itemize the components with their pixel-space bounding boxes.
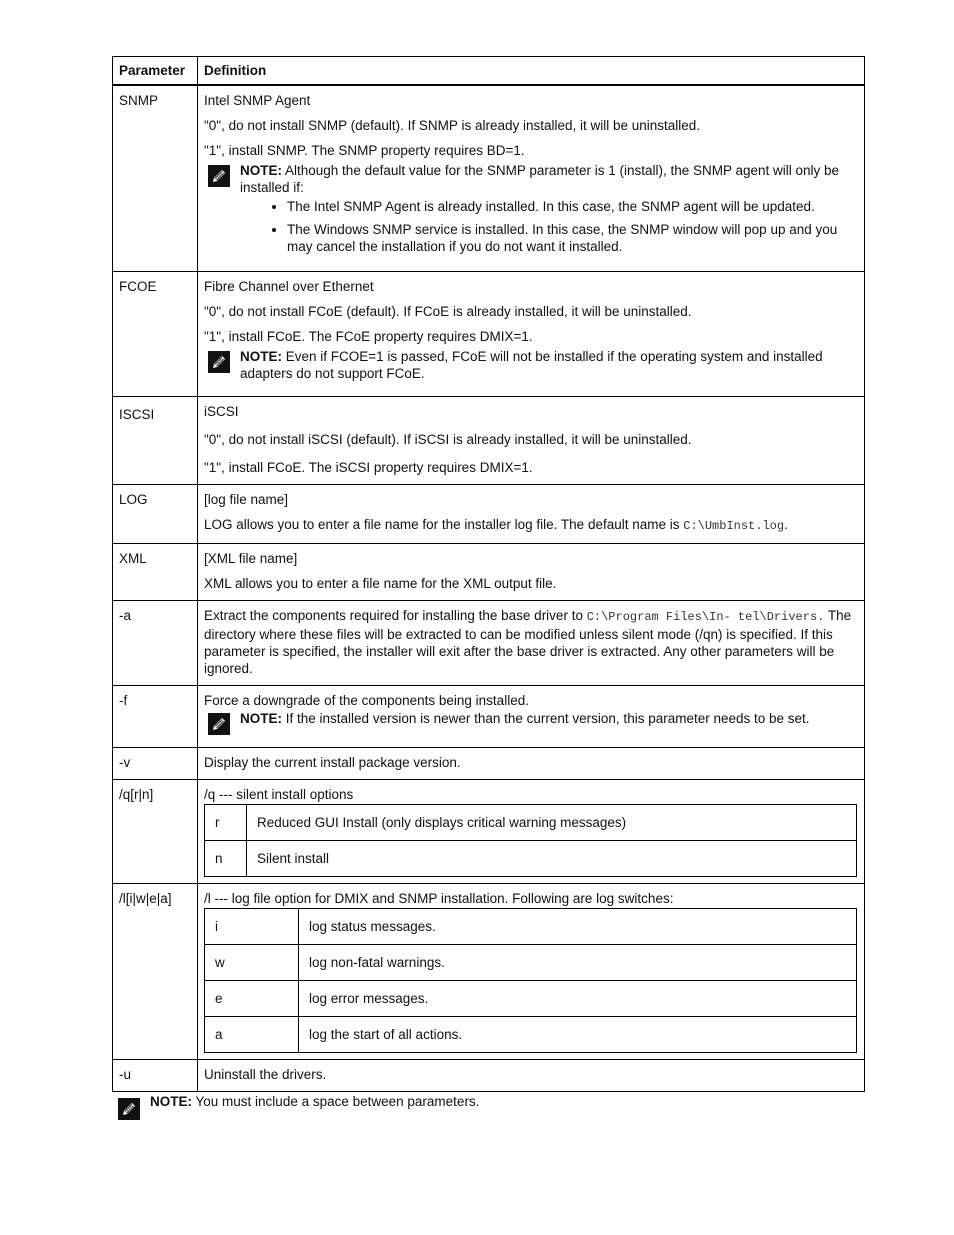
param-cell: SNMP [113,85,198,272]
table-row-q [113,780,865,884]
table-row-a [113,601,865,686]
table-row [205,909,857,945]
note-label: NOTE: [150,1094,192,1109]
table-row [205,981,857,1017]
table-row [205,805,857,841]
option-desc: Silent install [247,841,857,877]
note-body [240,162,858,261]
note-body [150,1094,864,1109]
list-item: • The Windows SNMP service is installed. In this case, the SNMP window will pop up and you may cancel the installation if you do not want it installed. [287,221,858,255]
definition-cell [198,884,865,1060]
definition-line: "0", do not install FCoE (default). If FCoE is already installed, it will be uninstalled. [204,304,692,319]
pencil-note-icon [208,713,230,735]
list-item: • The Intel SNMP Agent is already installed. In this case, the SNMP agent will be updated. [287,198,858,215]
note-text: Even if FCOE=1 is passed, FCoE will not be installed if the operating system and installed adapters do not support FCoE. [240,349,823,381]
definition-line: Uninstall the drivers. [204,1067,327,1082]
option-desc: log non-fatal warnings. [299,945,857,981]
definition-text: Extract the components required for installing the base driver to [204,608,587,623]
definition-text: . [784,517,788,532]
pencil-note-icon [208,351,230,373]
definition-line: Force a downgrade of the components being installed. [204,693,529,708]
option-key: a [205,1017,299,1053]
param-cell: /q[r|n] [113,780,198,884]
options-table [204,804,857,877]
definition-line: "0", do not install iSCSI (default). If iSCSI is already installed, it will be uninstalled. [204,432,692,447]
param-cell: LOG [113,485,198,544]
note-body [240,348,858,382]
option-desc: log the start of all actions. [299,1017,857,1053]
document-page [112,56,864,1120]
param-cell: -v [113,748,198,780]
definition-cell [198,748,865,780]
definition-line: "1", install SNMP. The SNMP property requires BD=1. [204,143,525,158]
definition-title: [log file name] [204,492,289,507]
definition-line: "0", do not install SNMP (default). If SNMP is already installed, it will be uninstalled. [204,118,701,133]
option-key: r [205,805,247,841]
definition-line: "1", install FCoE. The iSCSI property requires DMIX=1. [204,460,533,475]
definition-cell [198,397,865,485]
note-body [240,710,858,727]
table-row-u [113,1060,865,1092]
note-text: Although the default value for the SNMP parameter is 1 (install), the SNMP agent will only be installed if: [240,163,840,195]
definition-cell [198,780,865,884]
table-row-v [113,748,865,780]
table-row-iscsi [113,397,865,485]
definition-cell [198,85,865,272]
note-block [204,348,858,382]
table-row-fcoe [113,272,865,397]
param-cell: ISCSI [113,397,198,485]
table-row [205,1017,857,1053]
definition-line [204,516,858,535]
table-row [205,841,857,877]
param-cell: /l[i|w|e|a] [113,884,198,1060]
table-row [205,945,857,981]
table-row-l [113,884,865,1060]
note-label: NOTE: [240,163,282,178]
definition-cell [198,272,865,397]
param-cell: -u [113,1060,198,1092]
table-row-snmp [113,85,865,272]
param-cell: FCOE [113,272,198,397]
table-row-log [113,485,865,544]
footer-note [112,1094,864,1120]
definition-title: /l --- log file option for DMIX and SNMP installation. Following are log switches: [204,891,674,906]
definition-cell [198,686,865,748]
option-key: i [205,909,299,945]
option-desc: log error messages. [299,981,857,1017]
param-cell: -f [113,686,198,748]
definition-line: "1", install FCoE. The FCoE property requires DMIX=1. [204,329,533,344]
note-block [204,162,858,261]
file-path: C:\Program Files\In- tel\Drivers. [586,610,825,624]
definition-line: Display the current install package version. [204,755,461,770]
table-header-row [113,57,865,86]
option-key: e [205,981,299,1017]
param-cell: -a [113,601,198,686]
header-parameter: Parameter [113,57,198,86]
definition-title: [XML file name] [204,551,298,566]
pencil-note-icon [208,165,230,187]
definition-title: Fibre Channel over Ethernet [204,279,374,294]
option-desc: Reduced GUI Install (only displays critical warning messages) [247,805,857,841]
note-text: If the installed version is newer than the current version, this parameter needs to be set. [285,711,810,726]
option-key: w [205,945,299,981]
note-label: NOTE: [240,711,282,726]
definition-text: LOG allows you to enter a file name for the installer log file. The default name is [204,517,684,532]
pencil-note-icon [118,1098,140,1120]
definition-line: XML allows you to enter a file name for the XML output file. [204,576,557,591]
definition-cell [198,485,865,544]
definition-cell [198,544,865,601]
definition-cell [198,601,865,686]
bullet-list [240,198,858,255]
definition-title: iSCSI [204,404,239,419]
param-cell: XML [113,544,198,601]
header-definition: Definition [198,57,865,86]
definition-text: The directory where these files will be extracted to can be modified unless silent mode (/qn) is specified. If this parameter is specified, the installer will exit after the base driver is extracted. Any other parameters will be ignored. [204,608,852,676]
table-row-f [113,686,865,748]
definition-line [204,607,858,677]
definition-title: Intel SNMP Agent [204,93,311,108]
definition-title: /q --- silent install options [204,787,354,802]
parameter-table [112,56,865,1092]
file-path: C:\UmbInst.log [683,519,785,533]
note-block [204,710,858,735]
note-text: You must include a space between parameters. [195,1094,480,1109]
option-desc: log status messages. [299,909,857,945]
definition-cell [198,1060,865,1092]
option-key: n [205,841,247,877]
options-table [204,908,857,1053]
note-label: NOTE: [240,349,282,364]
table-row-xml [113,544,865,601]
